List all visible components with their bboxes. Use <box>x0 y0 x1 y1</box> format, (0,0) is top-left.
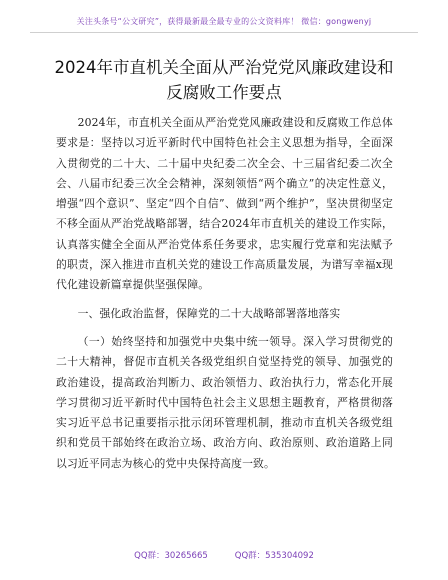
footer-qq-groups: QQ群：30265665 QQ群：535304092 <box>134 551 314 561</box>
document-title <box>30 55 418 105</box>
title-line-2: 反腐败工作要点 <box>166 83 282 102</box>
title-line-1: 2024年市直机关全面从严治党党风廉政建设和 <box>54 58 394 77</box>
header-divider <box>30 32 418 33</box>
header-watermark-note: 关注头条号“公文研究”，获得最新最全最专业的公文资料库！ 微信：gongwenyj <box>76 17 372 26</box>
document-body <box>56 113 393 474</box>
section-heading: 一、强化政治监督，保障党的二十大战略部署落地落实 <box>77 306 341 320</box>
intro-paragraph: 2024年，市直机关全面从严治党党风廉政建设和反腐败工作总体要求是：坚持以习近平新时代中国特色社会主义思想为指导，全面深入贯彻党的二十大、二十届中央纪委二次全会、十三届省纪委二次全会、八届市纪委三次全会精神，深刻领悟“两个确立”的决定性意义，增强“四个意识”、坚定“四个自信”、做到“两个维护”，坚决贯彻坚定不移全面从严治党战略部署，结合2024年市直机关的建设工作实际，认真落实健全全面从严治党体系任务要求，忠实履行党章和宪法赋予的职责，深入推进市直机关党的建设工作高质量发展，为谱写幸福ⅹ现代化建设新篇章提供坚强保障。 <box>56 116 393 292</box>
subsection-paragraph: （一）始终坚持和加强党中央集中统一领导。深入学习贯彻党的二十大精神，督促市直机关各级党组织自觉坚持党的领导、加强党的政治建设，提高政治判断力、政治领悟力、政治执行力，常态化开展学习贯彻习近平新时代中国特色社会主义思想主题教育，严格贯彻落实习近平总书记重要指示批示闭环管理机制，推动市直机关各级党组织和党员干部始终在政治立场、政治方向、政治原则、政治道路上同以习近平同志为核心的党中央保持高度一致。 <box>56 334 393 470</box>
